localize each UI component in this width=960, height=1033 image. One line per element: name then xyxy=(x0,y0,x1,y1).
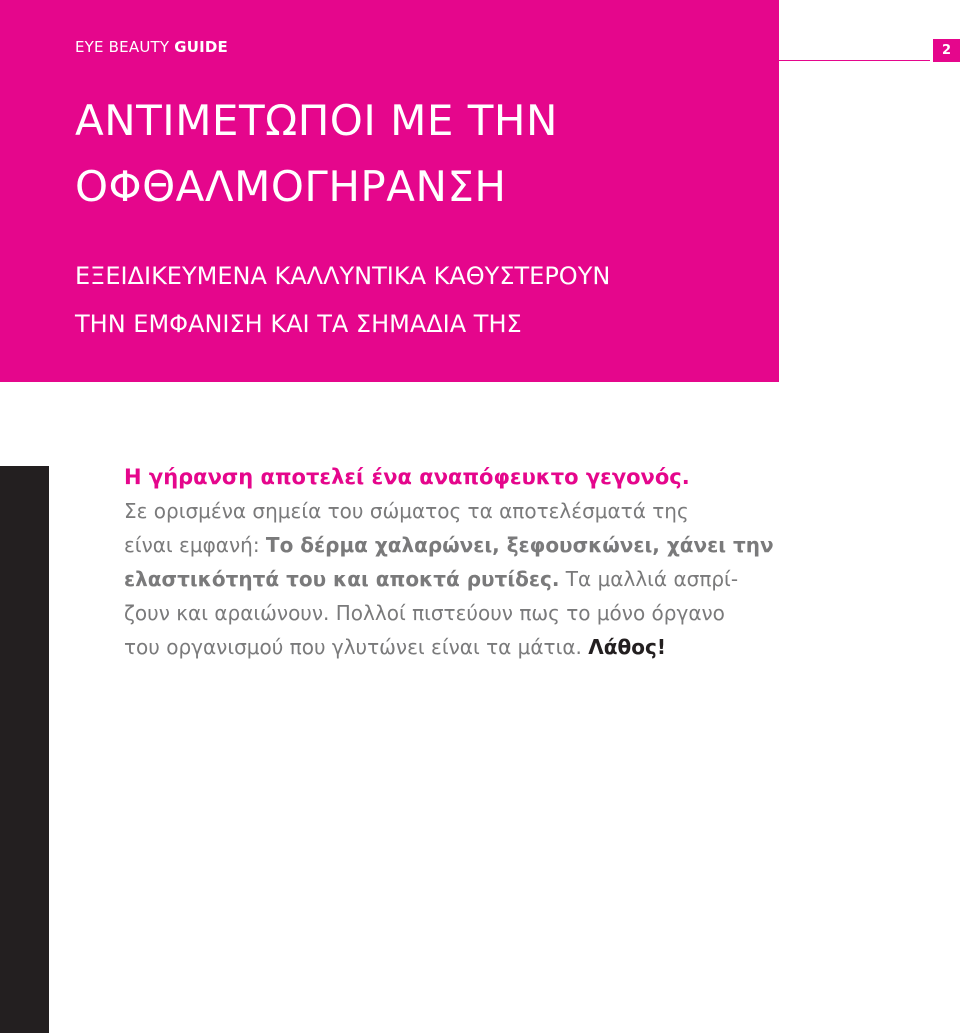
brand-light-text: EYE BEAUTY xyxy=(75,38,175,56)
paragraph-line-3-plain: Τα μαλλιά ασπρί- xyxy=(559,567,739,591)
page-subtitle xyxy=(75,252,610,348)
paragraph-line-5-bold: Λάθος! xyxy=(588,635,666,659)
article-lead: Η γήρανση αποτελεί ένα αναπόφευκτο γεγονός. xyxy=(124,465,690,489)
side-bar-decoration xyxy=(0,466,49,1033)
paragraph-line-4: ζουν και αραιώνουν. Πολλοί πιστεύουν πως το μόνο όργανο xyxy=(124,601,725,625)
page-title xyxy=(75,88,558,220)
subtitle-line-2: ΤΗΝ ΕΜΦΑΝΙΣΗ ΚΑΙ ΤΑ ΣΗΜΑΔΙΑ ΤΗΣ xyxy=(75,310,522,338)
header-rule xyxy=(779,60,930,61)
paragraph-line-1: Σε ορισμένα σημεία του σώματος τα αποτελέσματά της xyxy=(124,499,689,523)
paragraph-line-2-bold: Το δέρμα χαλαρώνει, ξεφουσκώνει, χάνει την xyxy=(265,533,774,557)
paragraph-line-2-plain: είναι εμφανή: xyxy=(124,533,266,557)
paragraph-line-5 xyxy=(124,630,784,664)
paragraph-line-3 xyxy=(124,562,784,596)
brand-label xyxy=(75,38,228,56)
paragraph-line-3-bold: ελαστικότητά του και αποκτά ρυτίδες. xyxy=(124,567,560,591)
hero-banner xyxy=(0,0,779,382)
article-body xyxy=(124,460,784,664)
title-line-2: ΟΦΘΑΛΜΟΓΗΡΑΝΣΗ xyxy=(75,162,507,211)
article-paragraph xyxy=(124,494,784,664)
paragraph-line-2 xyxy=(124,528,784,562)
brand-bold-text: GUIDE xyxy=(174,38,228,56)
page-number-badge: 2 xyxy=(933,39,960,62)
paragraph-line-5-plain: του οργανισμού που γλυτώνει είναι τα μάτια. xyxy=(124,635,589,659)
subtitle-line-1: ΕΞΕΙΔΙΚΕΥΜΕΝΑ ΚΑΛΛΥΝΤΙΚΑ ΚΑΘΥΣΤΕΡΟΥΝ xyxy=(75,262,611,290)
title-line-1: ΑΝΤΙΜΕΤΩΠΟΙ ΜΕ ΤΗΝ xyxy=(75,96,558,145)
